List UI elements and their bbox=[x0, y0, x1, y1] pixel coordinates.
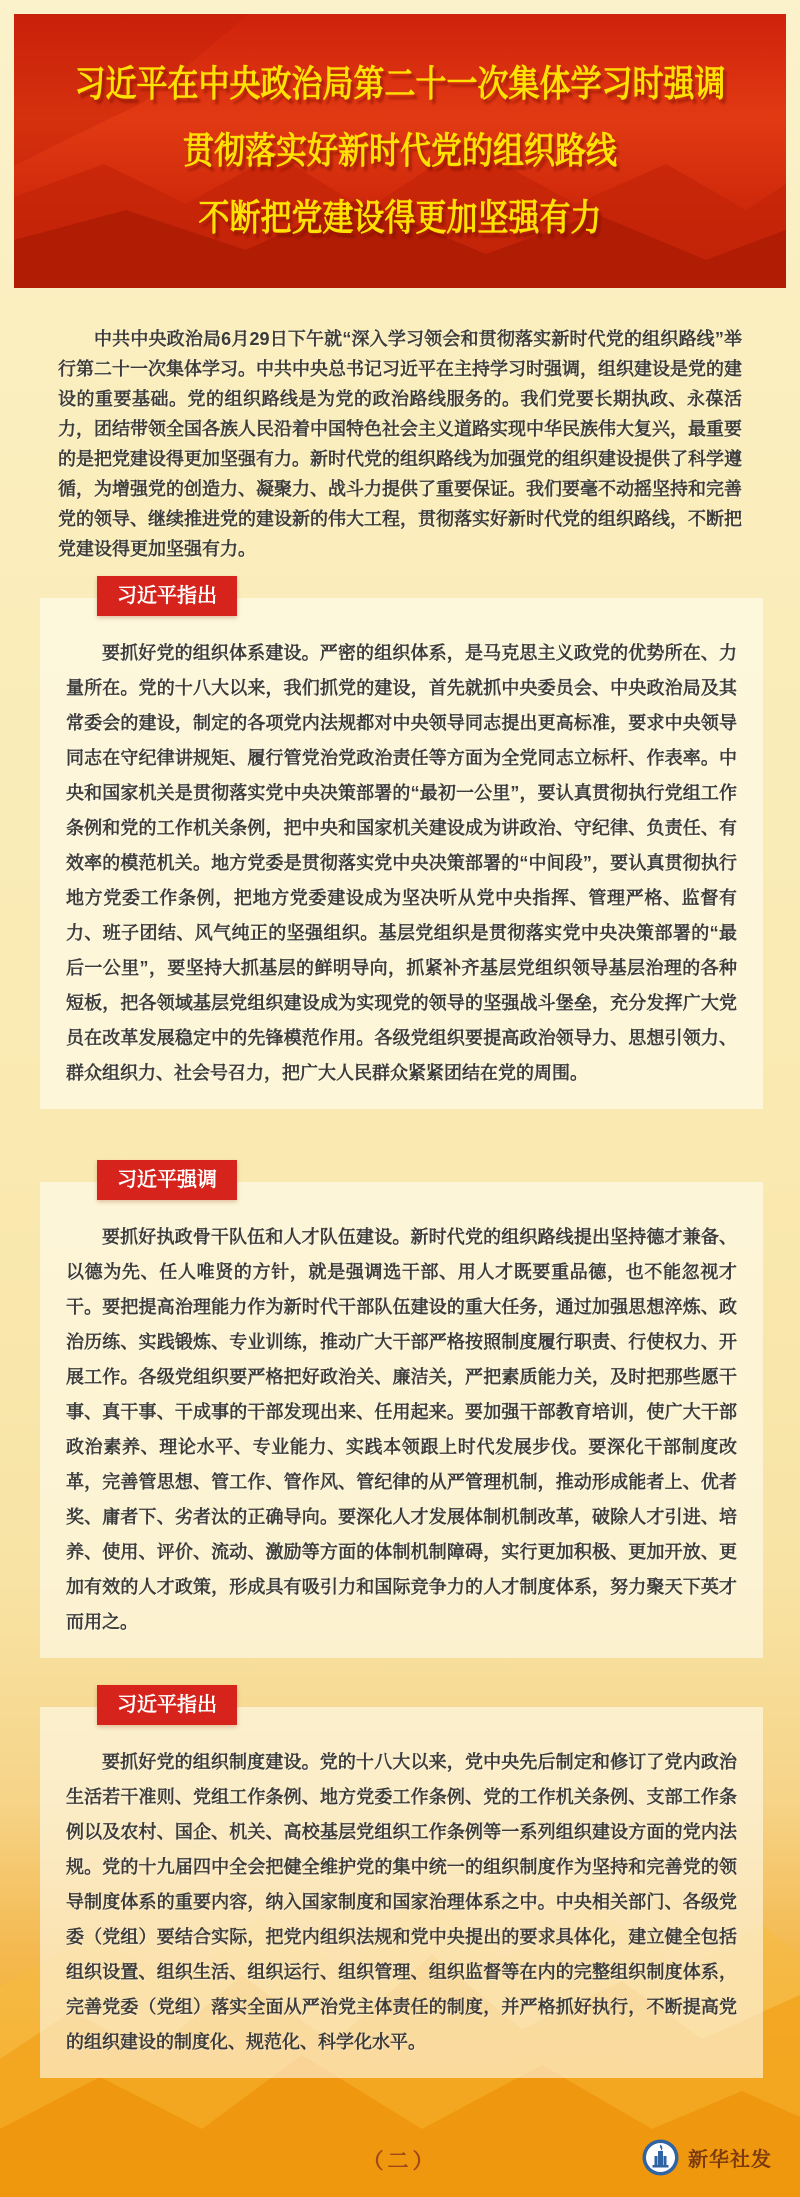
section-1-badge: 习近平指出 bbox=[97, 576, 237, 616]
section-2-badge: 习近平强调 bbox=[97, 1160, 237, 1200]
intro-paragraph: 中共中央政治局6月29日下午就“深入学习领会和贯彻落实新时代党的组织路线”举行第二十一次集体学习。中共中央总书记习近平在主持学习时强调，组织建设是党的建设的重要基础。党的组织路线是为党的政治路线服务的。我们党要长期执政、永葆活力，团结带领全国各族人民沿着中国特色社会主义道路实现中华民族伟大复兴，最重要的是把党建设得更加坚强有力。新时代党的组织路线为加强党的组织建设提供了科学遵循，为增强党的创造力、凝聚力、战斗力提供了重要保证。我们要毫不动摇坚持和完善党的领导、继续推进党的建设新的伟大工程，贯彻落实好新时代党的组织路线，不断把党建设得更加坚强有力。 bbox=[58, 329, 742, 559]
headline-group bbox=[14, 14, 786, 288]
section-3-text: 要抓好党的组织制度建设。党的十八大以来，党中央先后制定和修订了党内政治生活若干准则、党组工作条例、地方党委工作条例、党的工作机关条例、支部工作条例以及农村、国企、机关、高校基层党组织工作条例等一系列组织建设方面的党内法规。党的十九届四中全会把健全维护党的集中统一的组织制度作为坚持和完善党的领导制度体系的重要内容，纳入国家制度和国家治理体系之中。中央相关部门、各级党委（党组）要结合实际，把党内组织法规和党中央提出的要求具体化，建立健全包括组织设置、组织生活、组织运行、组织管理、组织监督等在内的完整组织制度体系，完善党委（党组）落实全面从严治党主体责任的制度，并严格抓好执行，不断提高党的组织建设的制度化、规范化、科学化水平。 bbox=[66, 1752, 737, 2052]
section-1-box bbox=[40, 598, 763, 1109]
page-number: （二） bbox=[362, 2150, 438, 2173]
title-banner bbox=[14, 14, 786, 288]
footer bbox=[0, 2117, 800, 2197]
section-2-box bbox=[40, 1182, 763, 1658]
section-1-text: 要抓好党的组织体系建设。严密的组织体系，是马克思主义政党的优势所在、力量所在。党的十八大以来，我们抓党的建设，首先就抓中央委员会、中央政治局及其常委会的建设，制定的各项党内法规都对中央领导同志提出更高标准，要求中央领导同志在守纪律讲规矩、履行管党治党政治责任等方面为全党同志立标杆、作表率。中央和国家机关是贯彻落实党中央决策部署的“最初一公里”，要认真贯彻执行党组工作条例和党的工作机关条例，把中央和国家机关建设成为讲政治、守纪律、负责任、有效率的模范机关。地方党委是贯彻落实党中央决策部署的“中间段”，要认真贯彻执行地方党委工作条例，把地方党委建设成为坚决听从党中央指挥、管理严格、监督有力、班子团结、风气纯正的坚强组织。基层党组织是贯彻落实党中央决策部署的“最后一公里”，要坚持大抓基层的鲜明导向，抓紧补齐基层党组织领导基层治理的各种短板，把各领域基层党组织建设成为实现党的领导的坚强战斗堡垒，充分发挥广大党员在改革发展稳定中的先锋模范作用。各级党组织要提高政治领导力、思想引领力、群众组织力、社会号召力，把广大人民群众紧紧团结在党的周围。 bbox=[66, 643, 737, 1083]
agency-credit-label: 新华社发 bbox=[688, 2149, 772, 2171]
section-3-badge: 习近平指出 bbox=[97, 1685, 237, 1725]
section-organization-system bbox=[40, 576, 763, 1109]
section-cadre-talent bbox=[40, 1160, 763, 1658]
section-organization-institution bbox=[40, 1685, 763, 2078]
section-3-box bbox=[40, 1707, 763, 2078]
headline-line-3: 不断把党建设得更加坚强有力 bbox=[198, 196, 602, 239]
section-2-text: 要抓好执政骨干队伍和人才队伍建设。新时代党的组织路线提出坚持德才兼备、以德为先、任人唯贤的方针，就是强调选干部、用人才既要重品德，也不能忽视才干。要把提高治理能力作为新时代干部队伍建设的重大任务，通过加强思想淬炼、政治历练、实践锻炼、专业训练，推动广大干部严格按照制度履行职责、行使权力、开展工作。各级党组织要严格把好政治关、廉洁关，严把素质能力关，及时把那些愿干事、真干事、干成事的干部发现出来、任用起来。要加强干部教育培训，使广大干部政治素养、理论水平、专业能力、实践本领跟上时代发展步伐。要深化干部制度改革，完善管思想、管工作、管作风、管纪律的从严管理机制，推动形成能者上、优者奖、庸者下、劣者汰的正确导向。要深化人才发展体制机制改革，破除人才引进、培养、使用、评价、流动、激励等方面的体制机制障碍，实行更加积极、更加开放、更加有效的人才政策，形成具有吸引力和国际竞争力的人才制度体系，努力聚天下英才而用之。 bbox=[66, 1227, 737, 1632]
xinhua-agency-logo-icon bbox=[642, 2139, 679, 2176]
agency-credit bbox=[642, 2139, 772, 2176]
headline-line-1: 习近平在中央政治局第二十一次集体学习时强调 bbox=[74, 62, 726, 105]
headline-line-2: 贯彻落实好新时代党的组织路线 bbox=[183, 129, 617, 172]
